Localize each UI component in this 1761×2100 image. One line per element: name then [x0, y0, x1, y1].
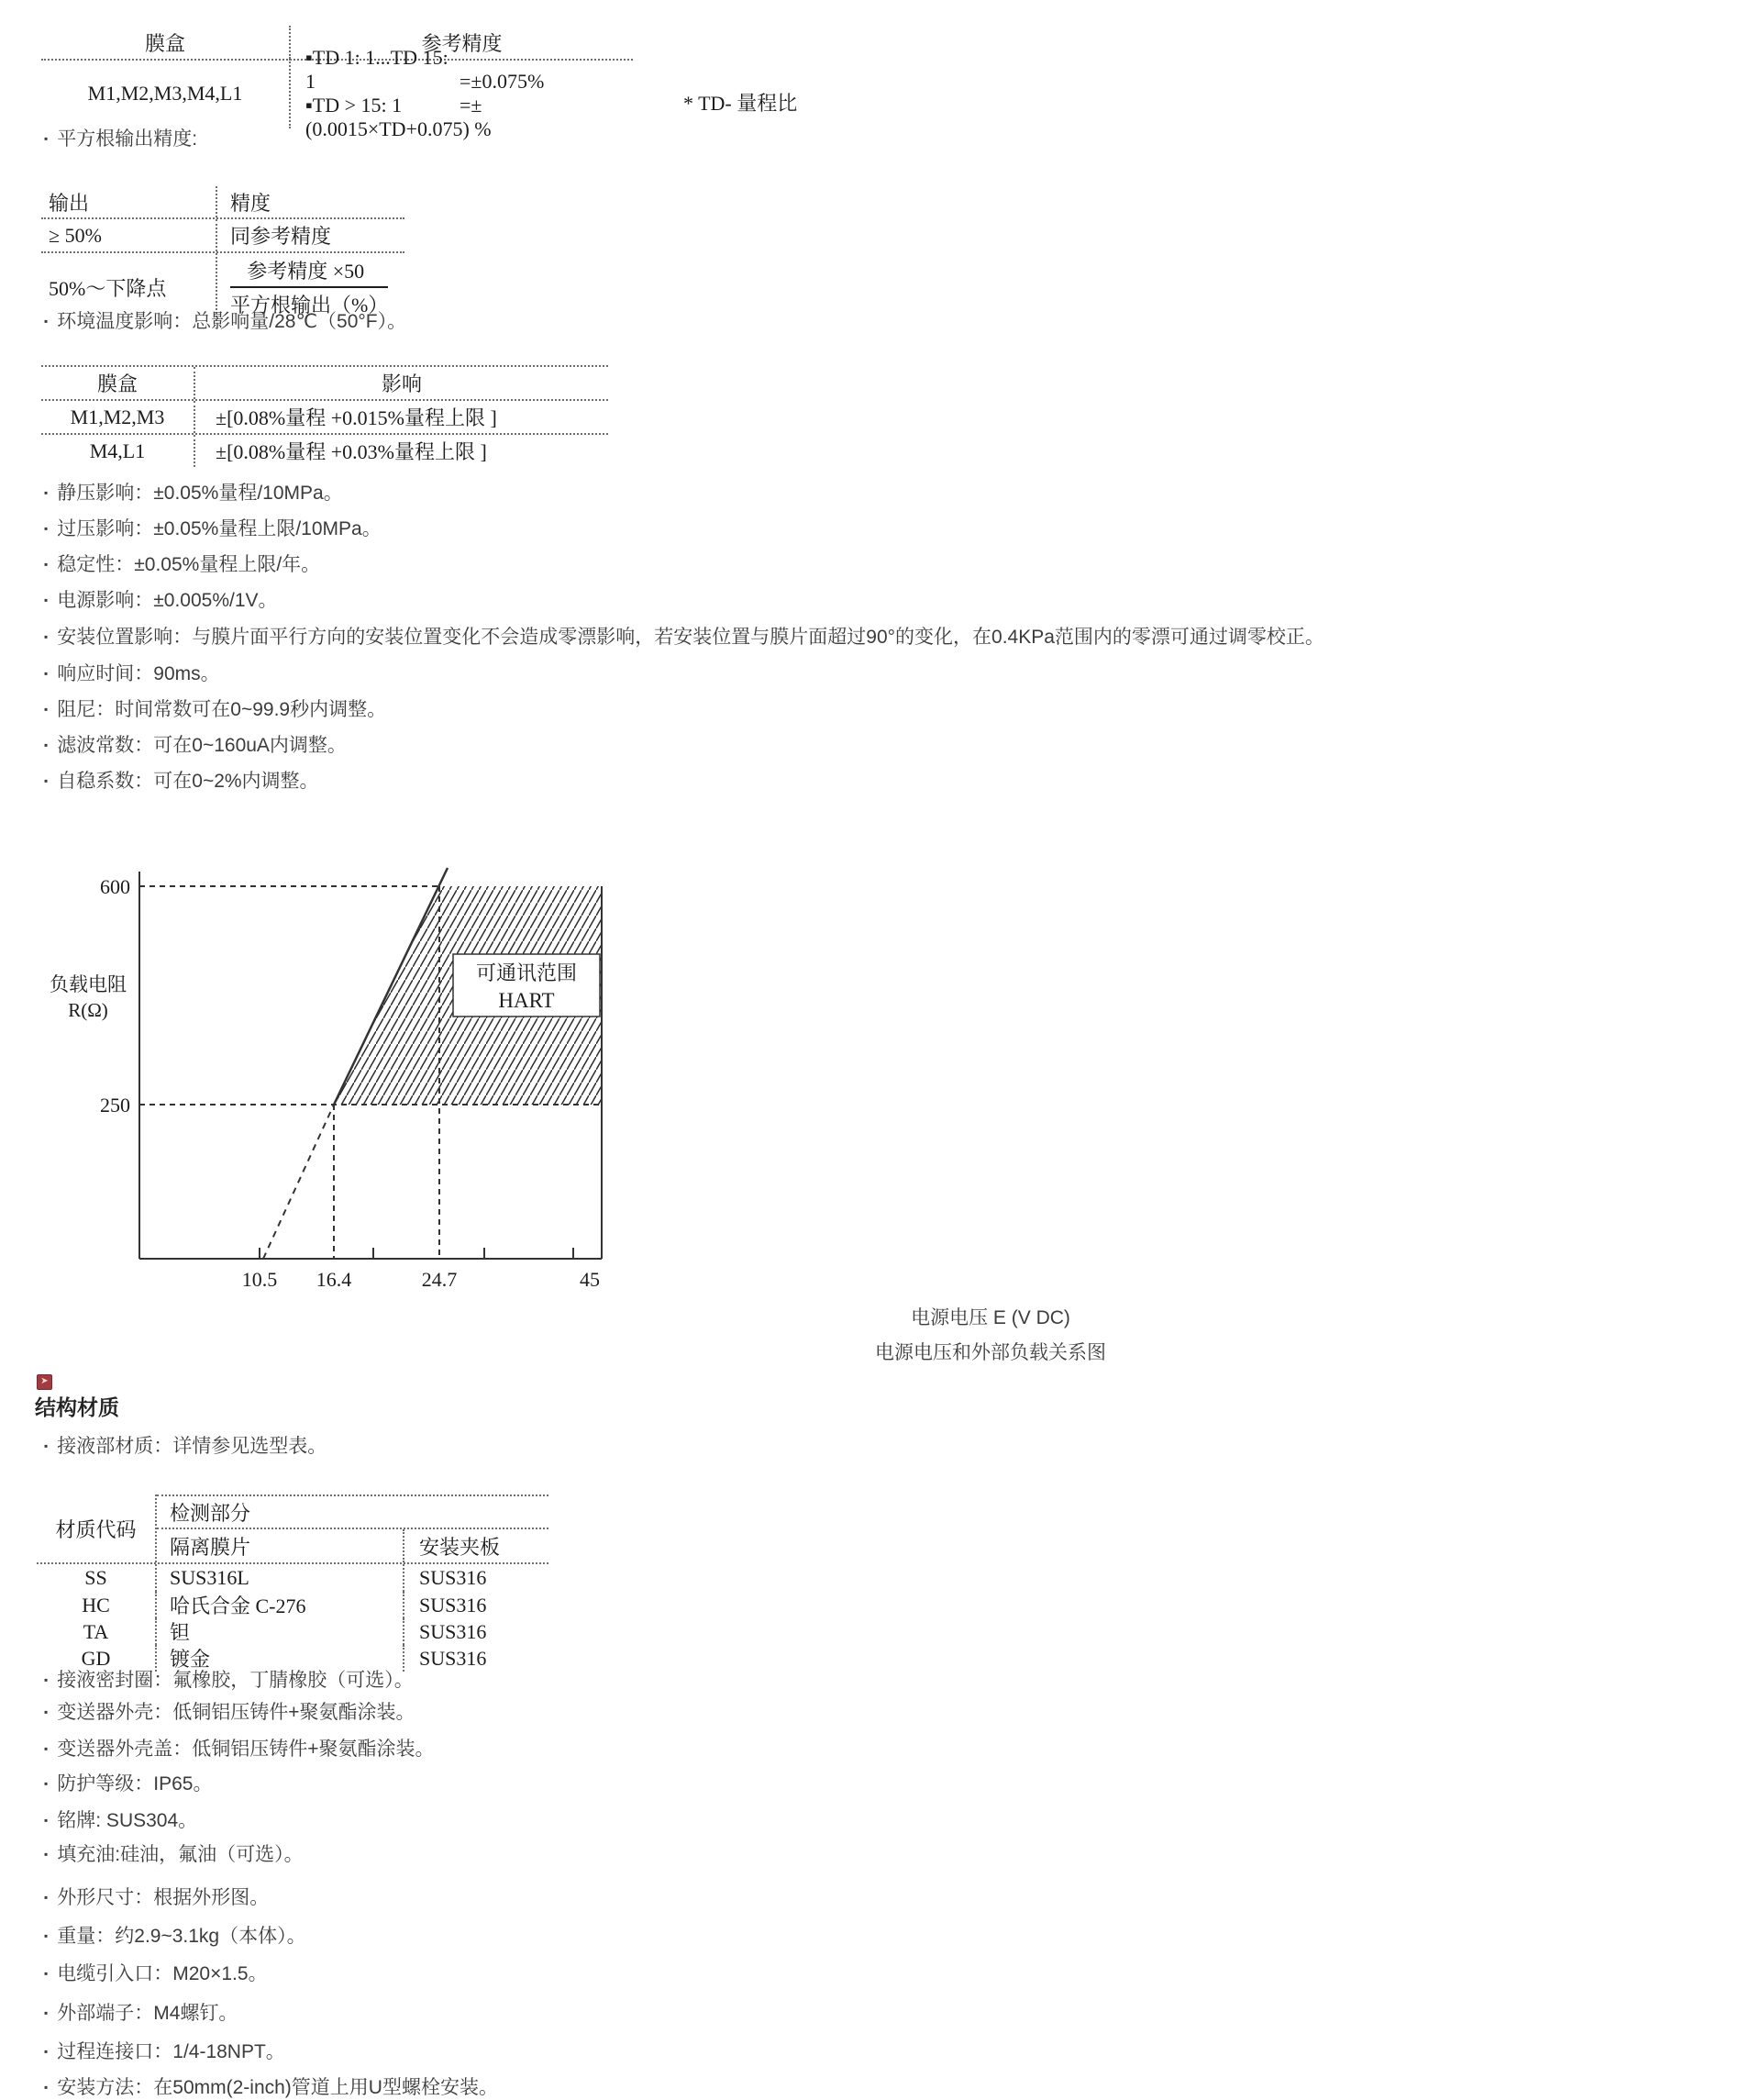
load-resistance-chart — [46, 851, 615, 1310]
accuracy-fraction: $\frac{\text{参考精度 ×50}}{\text{平方根输出（\%）}}$ — [230, 256, 388, 318]
td-accuracy-row-2: ▪TD > 15: 1 =±(0.0015×TD+0.075) % — [305, 94, 492, 140]
bullet-mounting-method: ▪ 安装方法：在50mm(2-inch)管道上用U型螺栓安装。 — [44, 2075, 498, 2100]
col-header-clamp: 安装夹板 — [403, 1529, 548, 1562]
material-table — [37, 1494, 548, 1672]
capsule-m4l1: M4,L1 — [89, 439, 146, 462]
bullet-housing-cover: ▪ 变送器外壳盖：低铜铝压铸件+聚氨酯涂装。 — [44, 1737, 435, 1761]
bullet-gasket: ▪ 接液密封圈：氟橡胶，丁腈橡胶（可选）。 — [44, 1668, 414, 1693]
bullet-dimensions: ▪ 外形尺寸：根据外形图。 — [44, 1885, 269, 1910]
chart-xaxis-caption: 电源电压 E (V DC) — [911, 1307, 1070, 1328]
col-header-material-code: 材质代码 — [55, 1517, 137, 1541]
bullet-mounting-effect: ▪ 安装位置影响：与膜片面平行方向的安装位置变化不会造成零漂影响，若安装位置与膜片面超过90°的变化，在0.4KPa范围内的零漂可通过调零校正。 — [44, 625, 1324, 650]
col-header-diaphragm: 隔离膜片 — [170, 1535, 251, 1559]
broken-image-icon: ➤ — [37, 1374, 52, 1390]
bullet-housing: ▪ 变送器外壳：低铜铝压铸件+聚氨酯涂装。 — [44, 1700, 415, 1725]
col-header-ref-accuracy: 参考精度 — [289, 26, 633, 59]
temperature-effect-table — [41, 365, 608, 467]
bullet-fill-oil: ▪ 填充油:硅油，氟油（可选）。 — [44, 1842, 304, 1867]
td-note: * TD- 量程比 — [683, 92, 798, 115]
bullet-self-stabilizing: ▪ 自稳系数：可在0~2%内调整。 — [44, 769, 319, 794]
accuracy-same-as-ref: 同参考精度 — [216, 219, 404, 251]
output-50-to-dropoff: 50%～下降点 — [49, 276, 167, 300]
hart-label-line2: HART — [498, 989, 555, 1012]
col-header-detect-part: 检测部分 — [157, 1494, 548, 1529]
y-axis-label-line2: R(Ω) — [68, 999, 108, 1021]
section-title-materials: 结构材质 — [35, 1395, 119, 1419]
bullet-wetted-materials: ▪ 接液部材质：详情参见选型表。 — [44, 1434, 327, 1459]
bullet-nameplate: ▪ 铭牌: SUS304。 — [44, 1808, 197, 1833]
bullet-external-terminal: ▪ 外部端子：M4螺钉。 — [44, 2001, 238, 2026]
material-row-gd: GD 镀金 SUS316 — [37, 1645, 548, 1672]
col-header-output: 输出 — [49, 191, 90, 215]
col-header-effect: 影响 — [194, 367, 608, 399]
effect-m4l1: ±[0.08%量程 +0.03%量程上限 ] — [194, 435, 608, 467]
bullet-power-effect: ▪ 电源影响：±0.005%/1V。 — [44, 588, 278, 613]
td-accuracy-row-1: ▪TD 1: 1...TD 15: 1 =±0.075% — [305, 46, 545, 93]
load-limit-line-dashed — [263, 1105, 334, 1259]
bullet-response-time: ▪ 响应时间：90ms。 — [44, 661, 220, 686]
material-row-hc: HC 哈氏合金 C-276 SUS316 — [37, 1592, 548, 1618]
xtick-24-7: 24.7 — [421, 1268, 458, 1291]
bullet-ambient-temperature: ▪ 环境温度影响：总影响量/28℃（50°F）。 — [44, 309, 406, 334]
y-axis-label-line1: 负载电阻 — [50, 973, 127, 995]
material-row-ta: TA 钽 SUS316 — [37, 1618, 548, 1645]
bullet-sqrt-output-accuracy: ▪ 平方根输出精度: — [44, 127, 197, 151]
xtick-10-5: 10.5 — [241, 1268, 278, 1291]
xtick-16-4: 16.4 — [316, 1268, 352, 1291]
chart-figure-caption: 电源电压和外部负载关系图 — [875, 1342, 1106, 1363]
bullet-damping: ▪ 阻尼：时间常数可在0~99.9秒内调整。 — [44, 697, 386, 722]
capsule-models: M1,M2,M3,M4,L1 — [87, 82, 243, 105]
ytick-600: 600 — [100, 875, 130, 898]
sqrt-accuracy-table — [41, 186, 404, 321]
bullet-stability: ▪ 稳定性：±0.05%量程上限/年。 — [44, 552, 320, 577]
col-header-capsule: 膜盒 — [144, 31, 185, 55]
bullet-filter-constant: ▪ 滤波常数：可在0~160uA内调整。 — [44, 733, 347, 758]
effect-m1m2m3: ±[0.08%量程 +0.015%量程上限 ] — [194, 401, 608, 433]
material-row-ss: SS SUS316L SUS316 — [37, 1562, 548, 1592]
bullet-process-connection: ▪ 过程连接口：1/4-18NPT。 — [44, 2039, 285, 2064]
output-ge-50: ≥ 50% — [49, 223, 102, 247]
hart-label-line1: 可通讯范围 — [475, 961, 578, 984]
bullet-cable-entry: ▪ 电缆引入口：M20×1.5。 — [44, 1961, 268, 1986]
bullet-static-pressure: ▪ 静压影响：±0.05%量程/10MPa。 — [44, 481, 343, 506]
bullet-weight: ▪ 重量：约2.9~3.1kg（本体）。 — [44, 1924, 306, 1949]
xtick-45: 45 — [580, 1268, 600, 1291]
bullet-protection-rating: ▪ 防护等级：IP65。 — [44, 1772, 212, 1796]
col-header-capsule-2: 膜盒 — [96, 372, 138, 395]
capsule-m1m2m3: M1,M2,M3 — [70, 405, 165, 428]
col-header-accuracy: 精度 — [216, 186, 404, 217]
bullet-overpressure: ▪ 过压影响：±0.05%量程上限/10MPa。 — [44, 517, 382, 541]
ytick-250: 250 — [100, 1094, 130, 1117]
